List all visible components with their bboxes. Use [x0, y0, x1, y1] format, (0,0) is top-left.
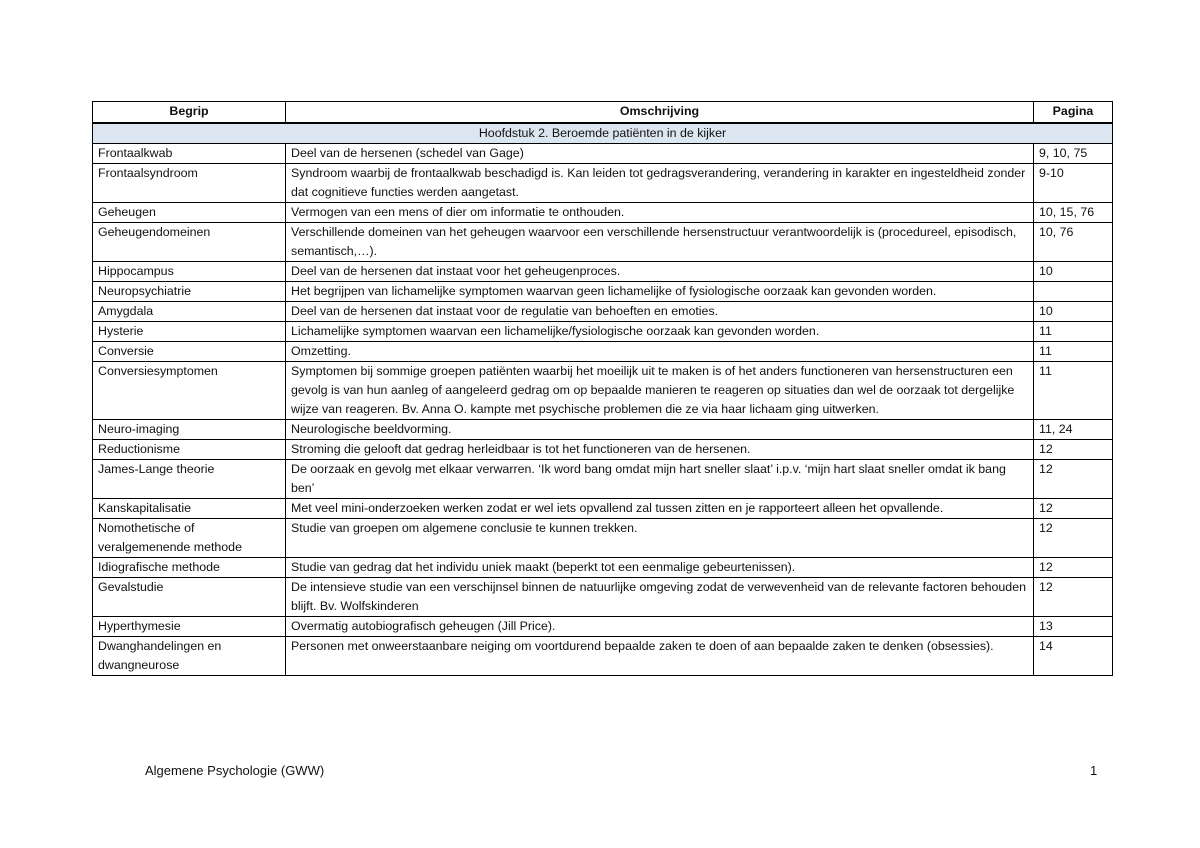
page-cell: 11: [1034, 321, 1113, 341]
description-cell: Neurologische beeldvorming.: [286, 419, 1034, 439]
description-cell: Vermogen van een mens of dier om informatie te onthouden.: [286, 202, 1034, 222]
footer-page-number: 1: [1090, 763, 1098, 778]
term-cell: Neuro-imaging: [93, 419, 286, 439]
description-cell: Deel van de hersenen dat instaat voor het geheugenproces.: [286, 261, 1034, 281]
page-cell: [1034, 281, 1113, 301]
page-cell: 12: [1034, 577, 1113, 616]
chapter-title: Hoofdstuk 2. Beroemde patiënten in de kijker: [93, 123, 1113, 144]
page-cell: 10: [1034, 301, 1113, 321]
table-row: [93, 261, 1113, 281]
table-row: [93, 616, 1113, 636]
description-cell: Deel van de hersenen (schedel van Gage): [286, 143, 1034, 163]
footer-title: Algemene Psychologie (GWW): [145, 763, 325, 778]
term-cell: Conversiesymptomen: [93, 361, 286, 419]
term-cell: Amygdala: [93, 301, 286, 321]
description-cell: Verschillende domeinen van het geheugen waarvoor een verschillende hersenstructuur verantwoordelijk is (procedureel, episodisch, semantisch,…).: [286, 222, 1034, 261]
description-cell: Met veel mini-onderzoeken werken zodat er wel iets opvallend zal tussen zitten en je rapporteert alleen het opvallende.: [286, 498, 1034, 518]
term-cell: Neuropsychiatrie: [93, 281, 286, 301]
table-row: [93, 459, 1113, 498]
table-row: [93, 636, 1113, 675]
glossary-table: [92, 101, 1113, 676]
term-cell: Frontaalsyndroom: [93, 163, 286, 202]
page-cell: 12: [1034, 498, 1113, 518]
page-cell: 12: [1034, 518, 1113, 557]
table-row: [93, 439, 1113, 459]
term-cell: Frontaalkwab: [93, 143, 286, 163]
page-cell: 11, 24: [1034, 419, 1113, 439]
page-cell: 10, 15, 76: [1034, 202, 1113, 222]
term-cell: Idiografische methode: [93, 557, 286, 577]
page-cell: 10, 76: [1034, 222, 1113, 261]
term-cell: Geheugendomeinen: [93, 222, 286, 261]
term-cell: Gevalstudie: [93, 577, 286, 616]
table-row: [93, 341, 1113, 361]
term-cell: Hyperthymesie: [93, 616, 286, 636]
description-cell: Stroming die gelooft dat gedrag herleidbaar is tot het functioneren van de hersenen.: [286, 439, 1034, 459]
page-cell: 12: [1034, 459, 1113, 498]
description-cell: Omzetting.: [286, 341, 1034, 361]
description-cell: Overmatig autobiografisch geheugen (Jill Price).: [286, 616, 1034, 636]
table-row: [93, 498, 1113, 518]
header-row: [93, 102, 1113, 123]
term-cell: Geheugen: [93, 202, 286, 222]
table-row: [93, 361, 1113, 419]
header-term: Begrip: [93, 102, 286, 123]
table-row: [93, 143, 1113, 163]
term-cell: Conversie: [93, 341, 286, 361]
table-row: [93, 301, 1113, 321]
description-cell: De oorzaak en gevolg met elkaar verwarren. ‘Ik word bang omdat mijn hart sneller slaat’ i.p.v. ‘mijn hart slaat sneller omdat ik bang ben’: [286, 459, 1034, 498]
table-row: [93, 557, 1113, 577]
description-cell: Personen met onweerstaanbare neiging om voortdurend bepaalde zaken te doen of aan bepaalde zaken te denken (obsessies).: [286, 636, 1034, 675]
page-cell: 12: [1034, 557, 1113, 577]
page-cell: 10: [1034, 261, 1113, 281]
term-cell: Hysterie: [93, 321, 286, 341]
page-cell: 14: [1034, 636, 1113, 675]
page-cell: 12: [1034, 439, 1113, 459]
page-cell: 9, 10, 75: [1034, 143, 1113, 163]
description-cell: Syndroom waarbij de frontaalkwab beschadigd is. Kan leiden tot gedragsverandering, verandering in karakter en ingesteldheid zonder dat cognitieve functies werden aangetast.: [286, 163, 1034, 202]
table-row: [93, 321, 1113, 341]
page-cell: 13: [1034, 616, 1113, 636]
header-description: Omschrijving: [286, 102, 1034, 123]
description-cell: Symptomen bij sommige groepen patiënten waarbij het moeilijk uit te maken is of het anders functioneren van hersenstructuren een gevolg is van hun aanleg of aangeleerd gedrag om op bepaalde manieren te reageren op situaties dan wel de oorzaak tot dergelijke wijze van reageren. Bv. Anna O. kampte met psychische problemen die ze via haar lichaam ging uitwerken.: [286, 361, 1034, 419]
table-row: [93, 419, 1113, 439]
term-cell: Kanskapitalisatie: [93, 498, 286, 518]
description-cell: Studie van gedrag dat het individu uniek maakt (beperkt tot een eenmalige gebeurtenissen).: [286, 557, 1034, 577]
term-cell: Hippocampus: [93, 261, 286, 281]
page-cell: 11: [1034, 341, 1113, 361]
table-row: [93, 281, 1113, 301]
description-cell: Studie van groepen om algemene conclusie te kunnen trekken.: [286, 518, 1034, 557]
description-cell: Lichamelijke symptomen waarvan een lichamelijke/fysiologische oorzaak kan gevonden worden.: [286, 321, 1034, 341]
description-cell: Deel van de hersenen dat instaat voor de regulatie van behoeften en emoties.: [286, 301, 1034, 321]
term-cell: Nomothetische of veralgemenende methode: [93, 518, 286, 557]
chapter-row: [93, 123, 1113, 144]
table-row: [93, 518, 1113, 557]
description-cell: De intensieve studie van een verschijnsel binnen de natuurlijke omgeving zodat de verwevenheid van de relevante factoren behouden blijft. Bv. Wolfskinderen: [286, 577, 1034, 616]
page-cell: 9-10: [1034, 163, 1113, 202]
term-cell: James-Lange theorie: [93, 459, 286, 498]
table-row: [93, 222, 1113, 261]
header-page: Pagina: [1034, 102, 1113, 123]
page-cell: 11: [1034, 361, 1113, 419]
table-row: [93, 577, 1113, 616]
table-row: [93, 202, 1113, 222]
term-cell: Dwanghandelingen en dwangneurose: [93, 636, 286, 675]
table-row: [93, 163, 1113, 202]
description-cell: Het begrijpen van lichamelijke symptomen waarvan geen lichamelijke of fysiologische oorzaak kan gevonden worden.: [286, 281, 1034, 301]
term-cell: Reductionisme: [93, 439, 286, 459]
